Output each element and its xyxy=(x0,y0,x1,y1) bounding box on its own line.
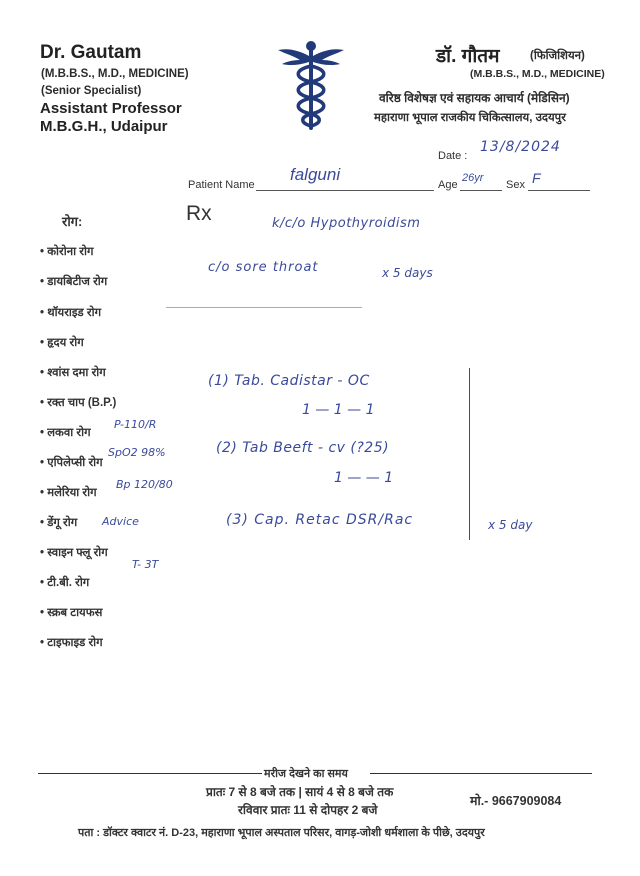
designation-label: Assistant Professor xyxy=(40,100,182,117)
complaint-duration-note: x 5 days xyxy=(382,266,433,280)
caduceus-icon xyxy=(276,40,346,132)
diagnosis-note: k/c/o Hypothyroidism xyxy=(272,216,421,231)
medicine-dose: 1 — 1 — 1 xyxy=(302,402,375,418)
hospital-hi: महाराणा भूपाल राजकीय चिकित्सालय, उदयपुर xyxy=(374,112,566,124)
patient-name-label: Patient Name xyxy=(188,179,255,191)
sex-line xyxy=(528,190,590,191)
mobile-number: मो.- 9667909084 xyxy=(470,794,562,808)
disease-item: • लकवा रोग xyxy=(40,427,91,439)
age-line xyxy=(460,190,502,191)
disease-item: • मलेरिया रोग xyxy=(40,487,97,499)
course-bracket xyxy=(463,368,470,540)
patient-name-line xyxy=(256,190,434,191)
disease-item: • हृदय रोग xyxy=(40,337,84,349)
course-duration-note: x 5 day xyxy=(488,518,533,532)
age-label: Age xyxy=(438,179,458,191)
disease-item: • स्क्रब टायफस xyxy=(40,607,103,619)
doctor-degrees-right: (M.B.B.S., M.D., MEDICINE) xyxy=(470,68,605,80)
rx-symbol: Rx xyxy=(186,202,212,225)
sex-value: F xyxy=(532,170,541,186)
timings-weekday: प्रातः 7 से 8 बजे तक | सायं 4 से 8 बजे तक xyxy=(206,785,394,799)
disease-list-heading: रोग: xyxy=(62,214,83,229)
disease-item: • रक्त चाप (B.P.) xyxy=(40,397,117,409)
disease-item: • डेंगू रोग xyxy=(40,517,78,529)
medicine-line: (2) Tab Beeft - cv (?25) xyxy=(216,440,390,456)
medicine-line: (1) Tab. Cadistar - OC xyxy=(208,373,370,389)
timings-title: मरीज देखने का समय xyxy=(264,768,348,780)
senior-specialist-label: (Senior Specialist) xyxy=(41,85,142,97)
clinic-address: पता : डॉक्टर क्वाटर नं. D-23, महाराणा भूपाल अस्पताल परिसर, वागड़-जोशी धर्मशाला के पीछे, उदयपुर xyxy=(78,827,485,839)
physician-label-hi: (फिजिशियन) xyxy=(530,50,585,62)
medicine-line: (3) Cap. Retac DSR/Rac xyxy=(226,512,414,528)
date-label: Date : xyxy=(438,150,468,162)
pulse-note: P-110/R xyxy=(114,418,157,431)
timings-sunday: रविवार प्रातः 11 से दोपहर 2 बजे xyxy=(238,803,378,817)
medicine-dose: 1 — — 1 xyxy=(334,470,394,486)
footer-divider-left xyxy=(38,773,262,774)
disease-item: • थॉयराइड रोग xyxy=(40,307,102,319)
disease-item: • एपिलेप्सी रोग xyxy=(40,457,103,469)
disease-item: • स्वाइन फ्लू रोग xyxy=(40,547,108,559)
disease-item: • श्वांस दमा रोग xyxy=(40,367,106,379)
sex-label: Sex xyxy=(506,179,525,191)
complaint-note: c/o sore throat xyxy=(208,260,319,275)
disease-item: • डायबिटीज रोग xyxy=(40,276,108,288)
doctor-degrees-en: (M.B.B.S., M.D., MEDICINE) xyxy=(41,68,189,80)
institution-label: M.B.G.H., Udaipur xyxy=(40,118,168,135)
designation-hi: वरिष्ठ विशेषज्ञ एवं सहायक आचार्य (मेडिसिन) xyxy=(379,91,570,105)
test-note: T- 3T xyxy=(132,558,159,571)
footer-divider-right xyxy=(370,773,592,774)
disease-item: • टाइफाइड रोग xyxy=(40,637,103,649)
disease-item: • टी.बी. रोग xyxy=(40,577,90,589)
patient-name-value: falguni xyxy=(290,165,341,184)
doctor-name-en: Dr. Gautam xyxy=(40,42,142,63)
spo2-note: SpO2 98% xyxy=(108,446,166,459)
divider-line xyxy=(166,307,362,308)
advice-note: Advice xyxy=(102,515,139,528)
doctor-name-hi: डॉ. गौतम xyxy=(436,46,500,67)
age-value: 26yr xyxy=(462,172,484,184)
disease-item: • कोरोना रोग xyxy=(40,246,94,258)
date-value: 13/8/2024 xyxy=(480,139,561,155)
bp-note: Bp 120/80 xyxy=(116,478,173,491)
